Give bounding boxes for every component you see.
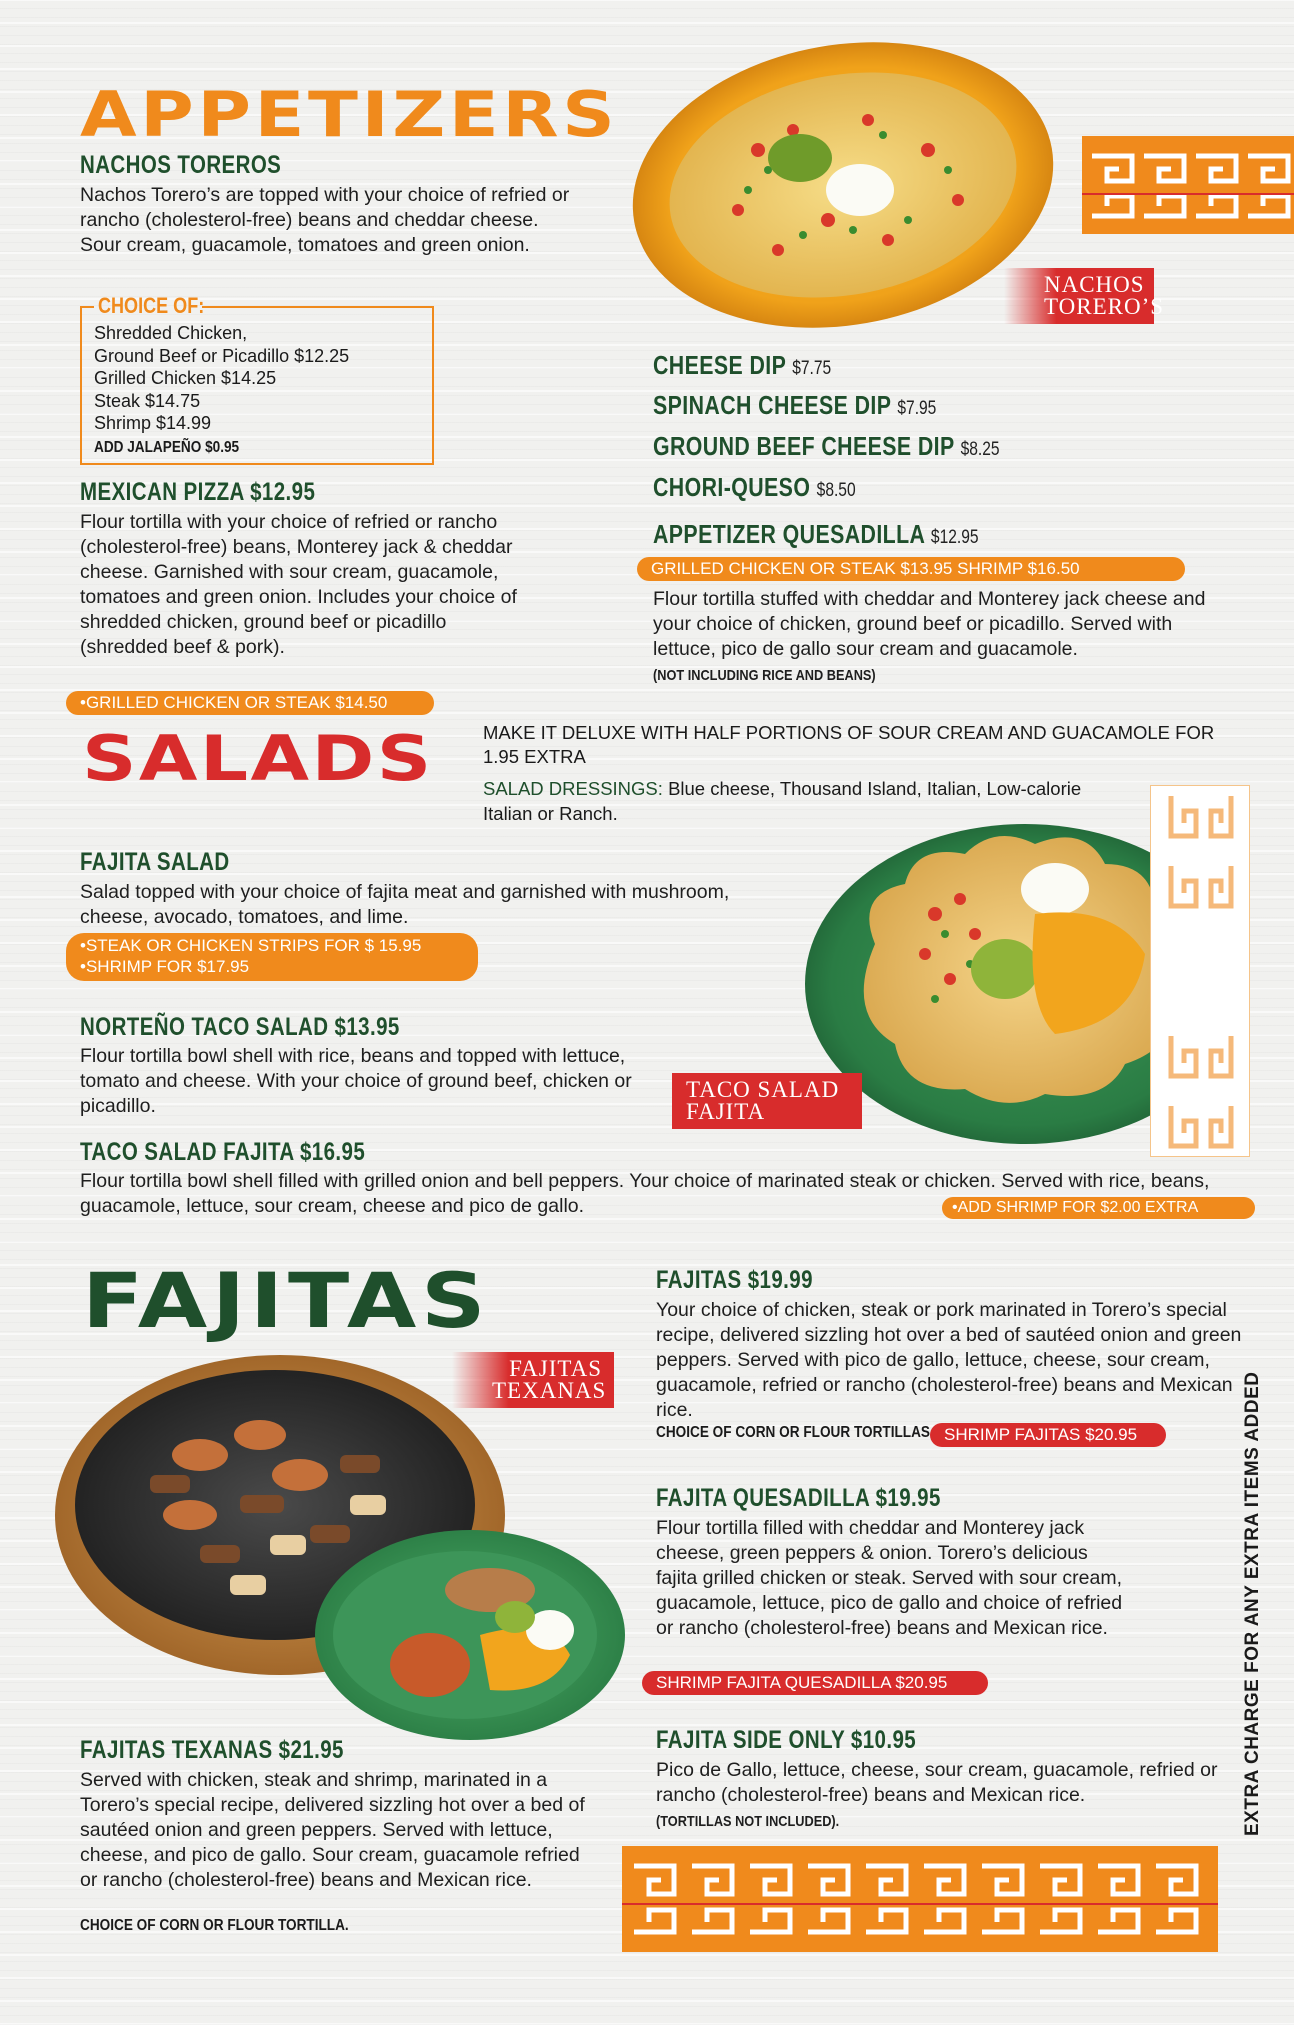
fajitas-texanas-tortilla-note: CHOICE OF CORN OR FLOUR TORTILLA. (80, 1917, 349, 1934)
choice-item: Grilled Chicken $14.25 (94, 368, 277, 388)
fajita-salad-upgrade: •STEAK OR CHICKEN STRIPS FOR $ 15.95 •SHRIMP FOR $17.95 (66, 933, 478, 981)
fajita-quesadilla-description: Flour tortilla filled with cheddar and Monterey jack cheese, green peppers & onion. Torero’s delicious fajita grilled chicken or steak. Served with sour cream, guacamole, lettuce, pico de gallo and choice of refried or rancho (cholesterol-free) beans and Mexican rice. (656, 1517, 1123, 1639)
nachos-choice-box (80, 293, 434, 465)
salad-dressings: SALAD DRESSINGS: Blue cheese, Thousand Island, Italian, Low-calorie Italian or Ranch. (483, 778, 1082, 824)
norteno-taco-salad-title: NORTEÑO TACO SALAD $13.95 (80, 1013, 400, 1041)
mexican-pizza-description: Flour tortilla with your choice of refried or rancho (cholesterol-free) beans, Monterey jack & cheddar cheese. Garnished with sour cream, guacamole, tomatoes and green onion. Includes your choice of shredded chicken, ground beef or picadillo (shredded beef & pork). (80, 511, 517, 658)
spinach-cheese-dip-title: SPINACH CHEESE DIP $7.95 (653, 390, 937, 420)
nachos-description: Nachos Torero’s are topped with your choice of refried or rancho (cholesterol-free) beans and cheddar cheese. Sour cream, guacamole, tomatoes and green onion. (80, 184, 570, 256)
fajitas-photo-label: FAJITAS TEXANAS (452, 1352, 614, 1408)
choice-item: Ground Beef or Picadillo $12.25 (94, 345, 350, 366)
appetizer-quesadilla-upgrade: GRILLED CHICKEN OR STEAK $13.95 SHRIMP $16.50 (637, 557, 1185, 581)
choice-item: Shrimp $14.99 (94, 413, 212, 433)
shrimp-fajitas-price: SHRIMP FAJITAS $20.95 (930, 1423, 1166, 1447)
nachos-title: NACHOS TOREROS (80, 151, 282, 179)
nachos-photo (628, 40, 1068, 330)
choice-item: Steak $14.75 (94, 390, 201, 411)
appetizer-quesadilla-title: APPETIZER QUESADILLA $12.95 (653, 519, 979, 549)
taco-salad-fajita-description: Flour tortilla bowl shell filled with grilled onion and bell peppers. Your choice of marinated steak or chicken. Served with rice, beans, guacamole, lettuce, sour cream, cheese and pico de gallo. (80, 1170, 1210, 1217)
appetizer-quesadilla-description: Flour tortilla stuffed with cheddar and Monterey jack cheese and your choice of chicken, ground beef or picadillo. Served with lettuce, pico de gallo sour cream and guacamole. (NOT INCLUDING RICE AND BEANS) (653, 588, 1206, 684)
jalapeno-addon: ADD JALAPEÑO $0.95 (94, 438, 240, 456)
choice-label: CHOICE OF: (98, 293, 205, 318)
salads-heading: SALADS (82, 722, 434, 795)
fajitas-description: Your choice of chicken, steak or pork marinated in Torero’s special recipe, delivered sizzling hot over a bed of sautéed onion and green peppers. Served with pico de gallo, lettuce, cheese, sour cream, guacamole, refried or rancho (cholesterol-free) beans and Mexican rice. (656, 1299, 1242, 1421)
nachos-photo-label: NACHOS TORERO’S (1004, 268, 1154, 324)
mexican-pizza-upgrade: •GRILLED CHICKEN OR STEAK $14.50 (66, 691, 434, 715)
ground-beef-cheese-dip-title: GROUND BEEF CHEESE DIP $8.25 (653, 431, 1000, 461)
chori-queso-title: CHORI-QUESO $8.50 (653, 472, 856, 502)
fajita-salad-description: Salad topped with your choice of fajita meat and garnished with mushroom, cheese, avocado, tomatoes, and lime. (80, 881, 730, 928)
greek-key-bottom (622, 1846, 1218, 1952)
mexican-pizza-title: MEXICAN PIZZA $12.95 (80, 478, 316, 506)
extra-charge-note: EXTRA CHARGE FOR ANY EXTRA ITEMS ADDED (1242, 1371, 1263, 1836)
greek-key-vertical-svg (1151, 786, 1251, 1158)
greek-key-pattern (1082, 136, 1294, 234)
fajitas-texanas-description: Served with chicken, steak and shrimp, marinated in a Torero’s special recipe, delivered sizzling hot over a bed of sautéed onion and green peppers. Served with lettuce, cheese, and pico de gallo. Sour cream, guacamole refried or rancho (cholesterol-free) beans and Mexican rice. (80, 1769, 585, 1891)
greek-key-bottom-svg (622, 1846, 1218, 1952)
fajita-side-title: FAJITA SIDE ONLY $10.95 (656, 1726, 917, 1754)
greek-key-vertical (1150, 785, 1250, 1157)
greek-key-svg (1082, 136, 1294, 234)
fajita-salad-title: FAJITA SALAD (80, 848, 230, 876)
fajitas-tortilla-note: CHOICE OF CORN OR FLOUR TORTILLAS (656, 1424, 931, 1441)
choice-item: Shredded Chicken, (94, 323, 248, 343)
shrimp-fajita-quesadilla-price: SHRIMP FAJITA QUESADILLA $20.95 (642, 1671, 988, 1695)
fajita-quesadilla-title: FAJITA QUESADILLA $19.95 (656, 1484, 941, 1512)
fajitas-heading: FAJITAS (82, 1256, 491, 1345)
taco-salad-photo-label: TACO SALAD FAJITA (672, 1073, 862, 1129)
nachos-plate-image (628, 40, 1068, 330)
taco-salad-fajita-upgrade: •ADD SHRIMP FOR $2.00 EXTRA (942, 1197, 1255, 1219)
fajitas-title: FAJITAS $19.99 (656, 1266, 813, 1294)
salads-deluxe-note: MAKE IT DELUXE WITH HALF PORTIONS OF SOUR CREAM AND GUACAMOLE FOR 1.95 EXTRA (483, 722, 1215, 767)
appetizers-heading: APPETIZERS (80, 78, 619, 151)
taco-salad-fajita-title: TACO SALAD FAJITA $16.95 (80, 1138, 366, 1166)
cheese-dip-title: CHEESE DIP $7.75 (653, 350, 832, 380)
fajitas-texanas-title: FAJITAS TEXANAS $21.95 (80, 1736, 344, 1764)
norteno-taco-salad-description: Flour tortilla bowl shell with rice, beans and topped with lettuce, tomato and cheese. With your choice of ground beef, chicken or picadillo. (80, 1045, 632, 1117)
fajita-side-description: Pico de Gallo, lettuce, cheese, sour cream, guacamole, refried or rancho (cholesterol-free) beans and Mexican rice. (TORTILLAS NOT INCLUDED). (656, 1759, 1218, 1830)
